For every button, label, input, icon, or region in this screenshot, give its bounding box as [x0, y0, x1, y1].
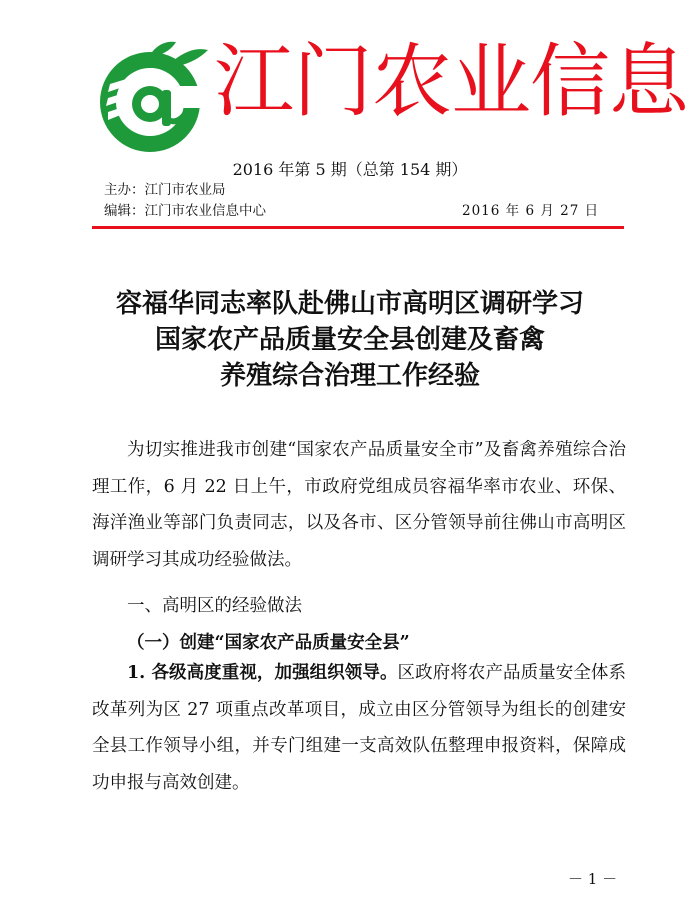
title-line: 容福华同志率队赴佛山市高明区调研学习: [115, 289, 584, 319]
point-paragraph: [92, 655, 626, 801]
point-lead: 1. 各级高度重视，加强组织领导。: [127, 663, 398, 683]
intro-text: 为切实推进我市创建“国家农产品质量安全市”及畜禽养殖综合治理工作，6 月 22 日上午，市政府党组成员容福华率市农业、环保、海洋渔业等部门负责同志，以及各市、区分管领导前往佛山市高明区调研学习其成功经验做法。: [92, 440, 626, 570]
title-line: 养殖综合治理工作经验: [219, 361, 480, 391]
issue-line: 2016 年第 5 期（总第 154 期）: [232, 160, 468, 179]
masthead-title: 江门农业信息: [214, 35, 688, 128]
point-text: 区政府将农产品质量安全体系改革列为区 27 项重点改革项目，成立由区分管领导为组长的创建安全县工作领导小组，并专门组建一支高效队伍整理申报资料，保障成功申报与高效创建。: [92, 663, 626, 793]
editor-line: 编辑：江门市农业信息中心: [104, 203, 266, 219]
intro-paragraph: [92, 432, 626, 578]
section-heading: 一、高明区的经验做法: [127, 596, 302, 616]
sponsor-line: 主办：江门市农业局: [104, 182, 226, 198]
subsection-heading: （一）创建“国家农产品质量安全县”: [127, 633, 410, 653]
header-divider: [92, 226, 624, 229]
page-number: － 1 －: [568, 870, 618, 888]
publish-date: 2016 年 6 月 27 日: [462, 203, 600, 219]
at-sign-wheat-logo-icon: [92, 40, 212, 160]
article-title: [0, 286, 700, 394]
title-line: 国家农产品质量安全县创建及畜禽: [154, 325, 545, 355]
